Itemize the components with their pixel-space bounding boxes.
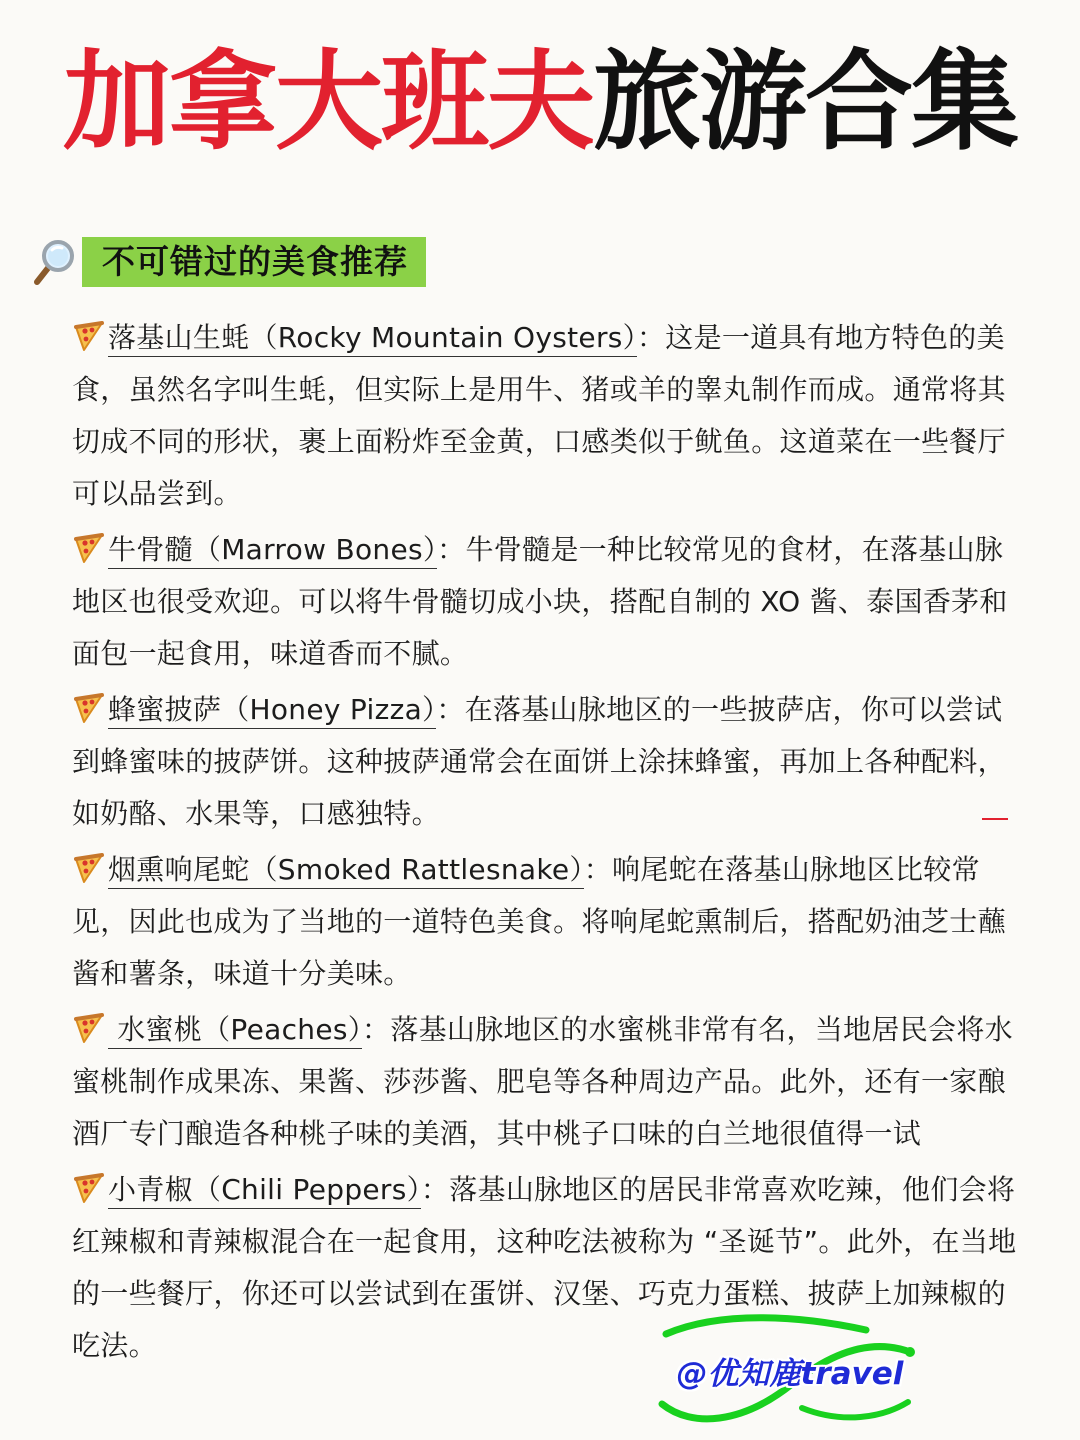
decorative-red-dash [982, 818, 1008, 820]
food-list [72, 312, 1020, 1376]
food-item [72, 684, 1020, 840]
pizza-icon [72, 691, 106, 725]
food-description: ：落基山脉地区的水蜜桃非常有名，当地居民会将水蜜桃制作成果冻、果酱、莎莎酱、肥皂等各种周边产品。此外，还有一家酿酒厂专门酿造各种桃子味的美酒，其中桃子口味的白兰地很值得一试 [72, 1013, 1013, 1150]
food-description: ：落基山脉地区的居民非常喜欢吃辣，他们会将红辣椒和青辣椒混合在一起食用，这种吃法被称为 “圣诞节”。此外，在当地的一些餐厅，你还可以尝试到在蛋饼、汉堡、巧克力蛋糕、披萨上加辣椒的吃法。 [72, 1173, 1017, 1362]
title-red-part: 加拿大班夫 [62, 40, 593, 165]
food-name: 烟熏响尾蛇（Smoked Rattlesnake） [108, 853, 584, 889]
food-item [72, 1004, 1020, 1160]
pizza-icon [72, 851, 106, 885]
watermark [652, 1312, 922, 1430]
food-name: 落基山生蚝（Rocky Mountain Oysters） [108, 321, 637, 357]
pizza-icon [72, 1011, 106, 1045]
food-name: 小青椒（Chili Peppers） [108, 1173, 421, 1209]
pizza-icon [72, 319, 106, 353]
title-black-part: 旅游合集 [593, 40, 1018, 165]
food-item [72, 312, 1020, 520]
food-item [72, 524, 1020, 680]
page-title [0, 38, 1080, 168]
section-header [32, 236, 426, 288]
food-description: ：这是一道具有地方特色的美食，虽然名字叫生蚝，但实际上是用牛、猪或羊的睾丸制作而成。通常将其切成不同的形状，裹上面粉炸至金黄，口感类似于鱿鱼。这道菜在一些餐厅可以品尝到。 [72, 321, 1006, 510]
food-name: 水蜜桃（Peaches） [108, 1013, 362, 1049]
food-name: 蜂蜜披萨（Honey Pizza） [108, 693, 436, 729]
watermark-text: @优知鹿travel [676, 1356, 904, 1392]
food-description: ：响尾蛇在落基山脉地区比较常见，因此也成为了当地的一道特色美食。将响尾蛇熏制后，搭配奶油芝士蘸酱和薯条，味道十分美味。 [72, 853, 1006, 990]
magnifying-glass-icon [32, 238, 76, 286]
food-item [72, 844, 1020, 1000]
food-description: ：牛骨髓是一种比较常见的食材，在落基山脉地区也很受欢迎。可以将牛骨髓切成小块，搭配自制的 XO 酱、泰国香茅和面包一起食用，味道香而不腻。 [72, 533, 1008, 670]
pizza-icon [72, 531, 106, 565]
food-name: 牛骨髓（Marrow Bones） [108, 533, 437, 569]
food-description: ：在落基山脉地区的一些披萨店，你可以尝试到蜂蜜味的披萨饼。这种披萨通常会在面饼上涂抹蜂蜜，再加上各种配料，如奶酪、水果等，口感独特。 [72, 693, 1006, 830]
pizza-icon [72, 1171, 106, 1205]
section-label: 不可错过的美食推荐 [82, 237, 426, 287]
